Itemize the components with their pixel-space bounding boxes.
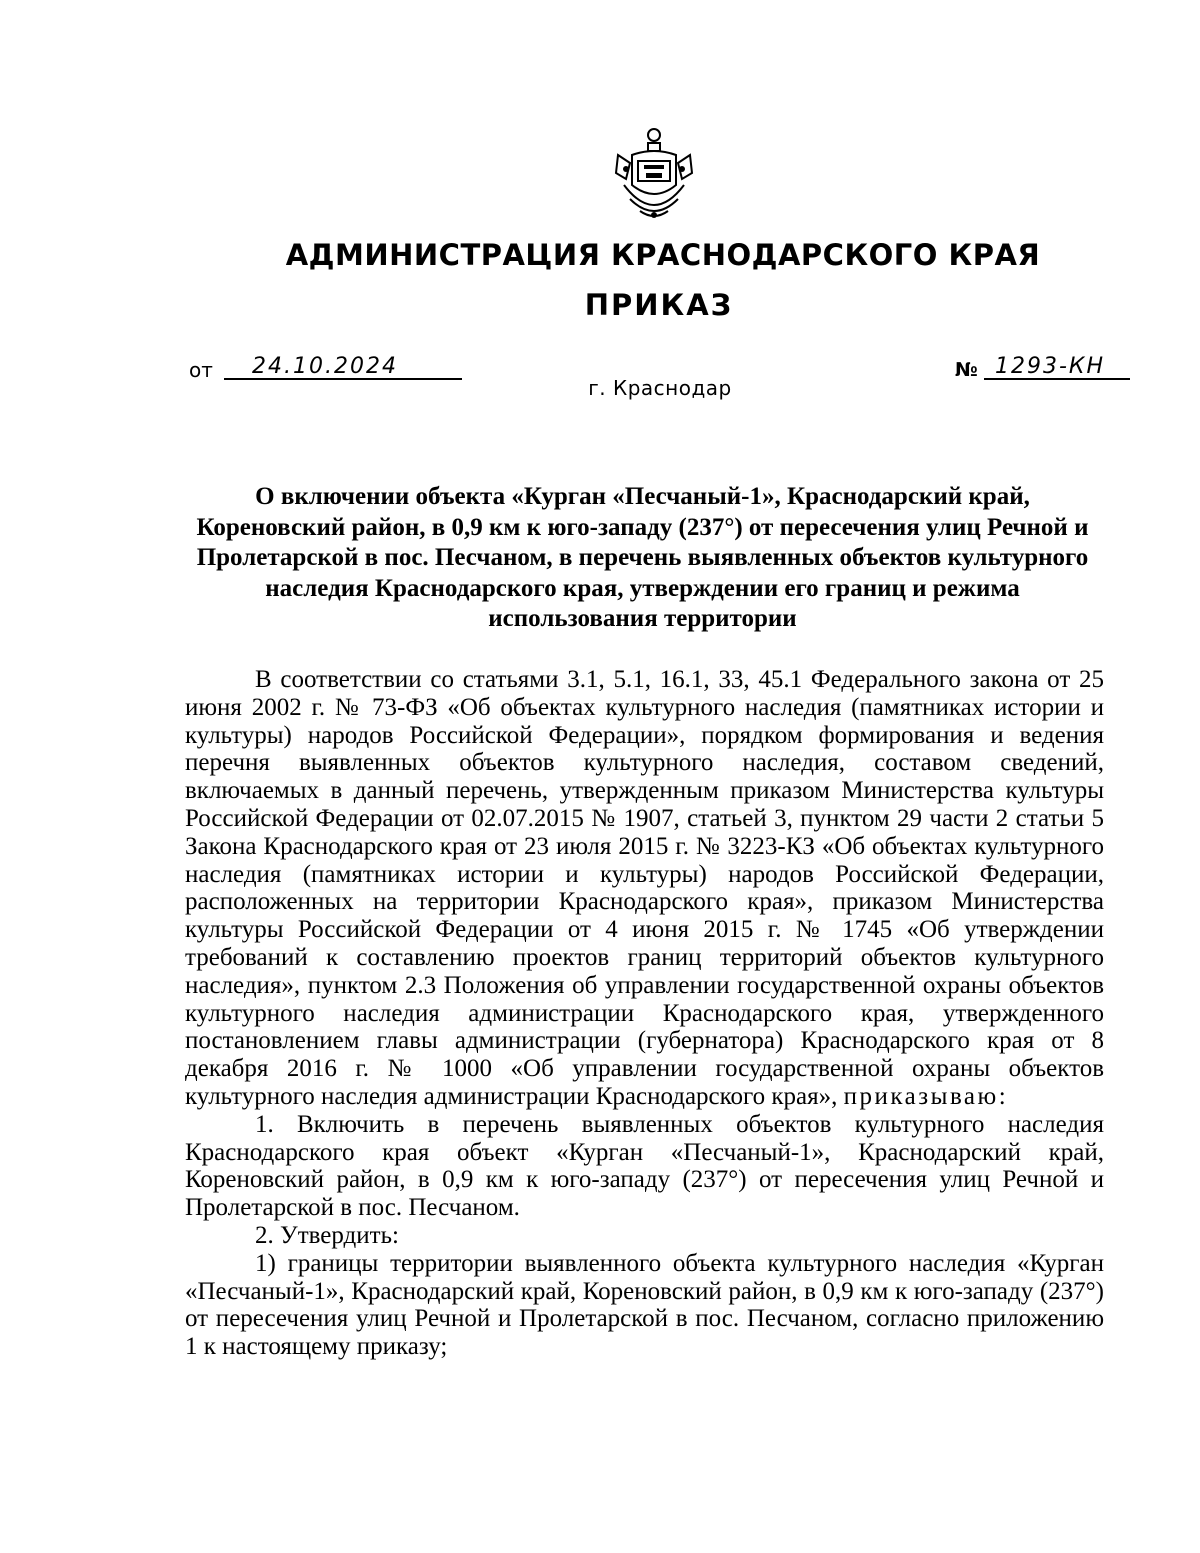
item-1-paragraph: 1. Включить в перечень выявленных объектов культурного наследия Краснодарского края объект «Курган «Песчаный-1», Краснодарский край, Кореновский район, в 0,9 км к юго-западу (237°) от пересечения улиц Речной и Пролетарской в пос. Песчаном.	[185, 1110, 1104, 1222]
number-label: №	[955, 359, 978, 381]
order-body	[185, 666, 1104, 1361]
preamble-text: В соответствии со статьями 3.1, 5.1, 16.1, 33, 45.1 Федерального закона от 25 июня 2002 г. № 73-ФЗ «Об объектах культурного наследия (памятниках истории и культуры) народов Российской Федерации», порядком формирования и ведения перечня выявленных объектов культурного наследия, составом сведений, включаемых в данный перечень, утвержденным приказом Министерства культуры Российской Федерации от 02.07.2015 № 1907, статьей 3, пунктом 29 части 2 статьи 5 Закона Краснодарского края от 23 июля 2015 г. № 3223-КЗ «Об объектах культурного наследия (памятниках истории и культуры) народов Российской Федерации, расположенных на территории Краснодарского края», приказом Министерства культуры Российской Федерации от 4 июня 2015 г. № 1745 «Об утверждении требований к составлению проектов границ территорий объектов культурного наследия», пунктом 2.3 Положения об управлении государственной охраны объектов культурного наследия администрации Краснодарского края, утвержденного постановлением главы администрации (губернатора) Краснодарского края от 8 декабря 2016 г. № 1000 «Об управлении государственной охраны объектов культурного наследия администрации Краснодарского края»,	[185, 666, 1104, 1110]
item-2-1-paragraph: 1) границы территории выявленного объекта культурного наследия «Курган «Песчаный-1», Краснодарский край, Кореновский район, в 0,9 км к юго-западу (237°) от пересечения улиц Речной и Пролетарской в пос. Песчаном, согласно приложению 1 к настоящему приказу;	[185, 1249, 1104, 1361]
document-type-title: ПРИКАЗ	[584, 288, 734, 322]
date-value: 24.10.2024	[252, 354, 398, 379]
order-subject-heading: О включении объекта «Курган «Песчаный-1», Краснодарский край, Кореновский район, в 0,9 км к юго-западу (237°) от пересечения улиц Речной и Пролетарской в пос. Песчаном, в перечень выявленных объектов культурного наследия Краснодарского края, утверждении его границ и режима использования территории	[196, 483, 1089, 632]
preamble-paragraph	[185, 666, 1104, 1111]
city-label: г. Краснодар	[588, 376, 732, 400]
number-value: 1293-КН	[995, 354, 1106, 379]
item-2-paragraph: 2. Утвердить:	[255, 1221, 399, 1249]
coat-of-arms-icon	[614, 125, 694, 223]
date-label: от	[189, 358, 213, 382]
organization-title: АДМИНИСТРАЦИЯ КРАСНОДАРСКОГО КРАЯ	[285, 238, 1041, 272]
order-word: приказываю:	[843, 1082, 1009, 1110]
